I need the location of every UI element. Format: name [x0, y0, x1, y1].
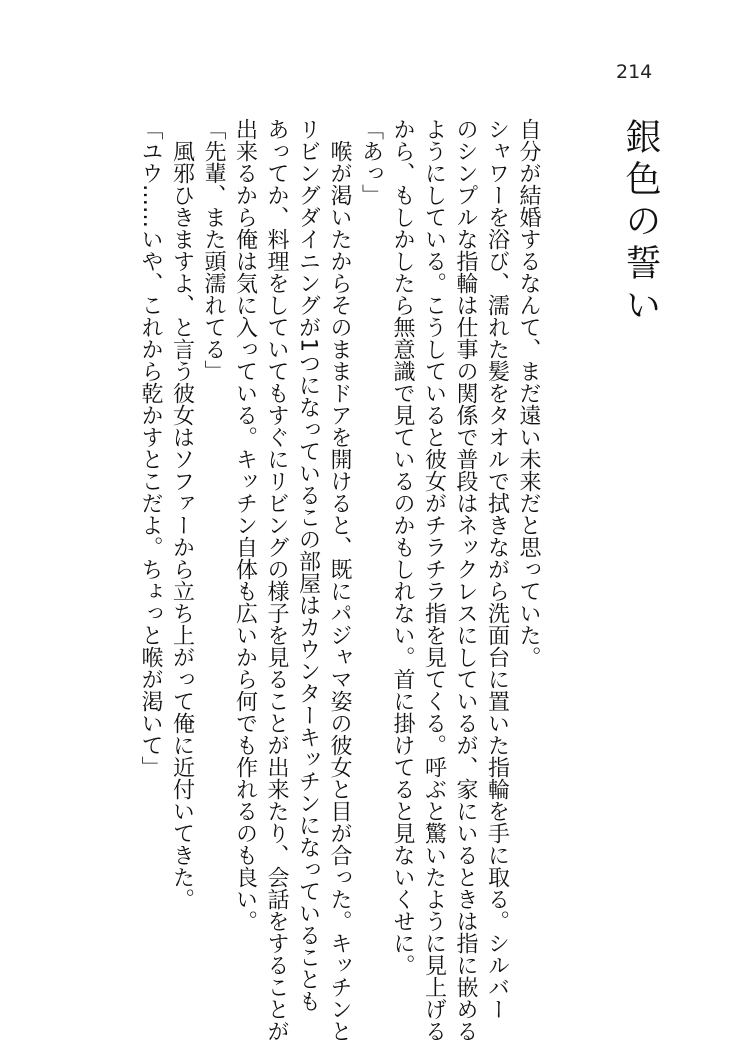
text-line: のシンプルな指輪は仕事の関係で普段はネックレスにしているが、家にいるときは指に嵌める — [453, 118, 478, 1042]
text-line: 「あっ」 — [358, 118, 384, 206]
chapter-title: 銀色の誓い — [620, 118, 661, 328]
body-text — [104, 118, 544, 1042]
text-line: シャワーを浴び、濡れた髪をタオルで拭きながら洗面台に置いた指輪を手に取る。シルバー — [484, 118, 510, 1020]
text-line: 「先輩、また頭濡れてる」 — [201, 118, 226, 382]
text-line: から、もしかしたら無意識で見ているのかもしれない。首に掛けてると見ないくせに。 — [390, 118, 415, 976]
text-line: 自分が結婚するなんて、まだ遠い未来だと思っていた。 — [516, 118, 541, 668]
text-line: 「ユウ……いや、これから乾かすとこだよ。ちょっと喉が渇いて」 — [138, 118, 163, 778]
page-number: 214 — [616, 61, 653, 83]
text-line: ようにしている。こうしていると彼女がチラチラ指を見てくる。呼ぶと驚いたように見上げる — [421, 118, 447, 1042]
text-line: 風邪ひきますよ、と言う彼女はソファーから立ち上がって俺に近付いてきた。 — [169, 118, 195, 910]
text-line: あってか、料理をしていてもすぐにリビングの様子を見ることが出来たり、会話をすることが — [264, 118, 289, 1042]
text-line: リビングダイニングが1つになっているこの部屋はカウンターキッチンになっていることも — [295, 118, 321, 1012]
text-line: 出来るから俺は気に入っている。キッチン自体も広いから何でも作れるのも良い。 — [232, 118, 258, 932]
text-line: 喉が渇いたからそのままドアを開けると、既にパジャマ姿の彼女と目が合った。キッチンと — [327, 118, 352, 1042]
